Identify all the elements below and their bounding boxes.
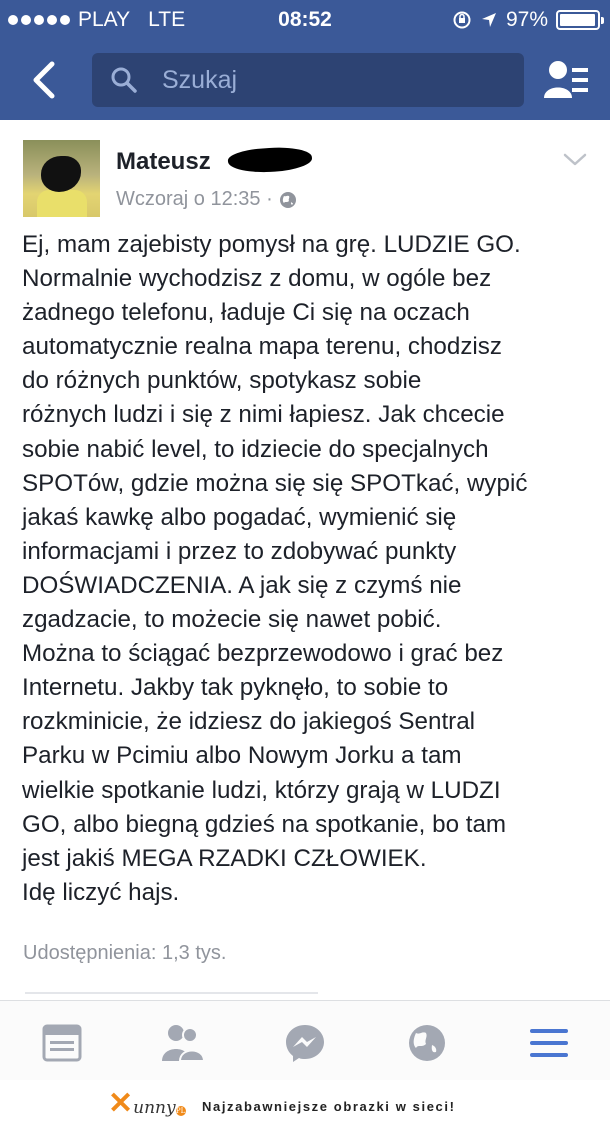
battery-level-fill [560, 14, 595, 26]
status-bar [0, 0, 610, 40]
post-text-line: wielkie spotkanie ludzi, którzy grają w LUDZI [22, 776, 501, 804]
post-text-line: do różnych punktów, spotykasz sobie [22, 367, 422, 395]
post-text-line: sobie nabić level, to idziecie do specjalnych [22, 435, 489, 463]
post-text-line: rozkminicie, że idziesz do jakiegoś Sentral [22, 708, 476, 736]
post-text-line: jest jakiś MEGA RZADKI CZŁOWIEK. [22, 844, 427, 872]
avatar[interactable] [23, 140, 100, 217]
chevron-down-icon[interactable] [562, 152, 588, 168]
post-text-line: żadnego telefonu, ładuje Ci się na oczach [22, 299, 470, 327]
watermark-logo: ✕unnyPL [108, 1086, 186, 1121]
post-meta [116, 188, 297, 211]
carrier-name: PLAY [78, 8, 131, 31]
post-text-line: różnych ludzi i się z nimi łapiesz. Jak chcecie [22, 401, 505, 429]
orientation-lock-icon [452, 10, 472, 30]
redacted-surname [227, 145, 312, 175]
post-text-line: Parku w Pcimiu albo Nowym Jorku a tam [22, 742, 462, 770]
location-arrow-icon [480, 11, 498, 29]
post-text-line: Można to ściągać bezprzewodowo i grać bez [22, 640, 504, 668]
battery-icon [556, 10, 600, 30]
post-text-line: jakaś kawkę albo pogadać, wymienić się [22, 503, 457, 531]
post-body [22, 228, 598, 910]
battery-percent: 97% [505, 8, 548, 31]
share-count[interactable]: Udostępnienia: 1,3 tys. [23, 942, 227, 964]
notifications-globe-icon[interactable] [406, 1023, 448, 1063]
menu-icon[interactable] [528, 1023, 570, 1063]
news-feed-icon[interactable] [41, 1023, 83, 1063]
divider [25, 992, 318, 994]
post-text-line: Normalnie wychodzisz z domu, w ogóle bez [22, 265, 492, 293]
post-text-line: informacjami i przez to zdobywać punkty [22, 537, 457, 565]
post-text-line: automatycznie realna mapa terenu, chodzisz [22, 333, 502, 361]
post-text-line: SPOTów, gdzie można się się SPOTkać, wypić [22, 469, 528, 497]
tab-bar [0, 1000, 610, 1080]
watermark-footer [0, 1080, 610, 1127]
network-type: LTE [148, 8, 186, 31]
search-icon [110, 66, 138, 94]
post-text-line: DOŚWIADCZENIA. A jak się z czymś nie [22, 571, 462, 599]
post-text-line: zgadzacie, to możecie się nawet pobić. [22, 606, 442, 634]
post-text-line: Internetu. Jakby tak pyknęło, to sobie to [22, 674, 449, 702]
clock: 08:52 [278, 8, 332, 31]
post-text-line: GO, albo biegną gdzieś na spotkanie, bo tam [22, 810, 507, 838]
friend-requests-icon[interactable] [542, 58, 590, 102]
author-name[interactable]: Mateusz [116, 148, 211, 175]
post-text-line: Idę liczyć hajs. [22, 878, 180, 906]
watermark-tagline: Najzabawniejsze obrazki w sieci! [202, 1099, 456, 1114]
back-chevron-icon[interactable] [26, 60, 62, 100]
search-placeholder: Szukaj [162, 65, 238, 94]
messenger-icon[interactable] [284, 1023, 326, 1063]
globe-icon [279, 191, 297, 209]
post-text-line: Ej, mam zajebisty pomysł na grę. LUDZIE GO. [22, 231, 521, 258]
friends-icon[interactable] [160, 1023, 206, 1063]
search-field[interactable] [92, 53, 524, 107]
post-timestamp[interactable]: Wczoraj o 12:35 · [116, 188, 273, 210]
nav-bar [0, 40, 610, 120]
